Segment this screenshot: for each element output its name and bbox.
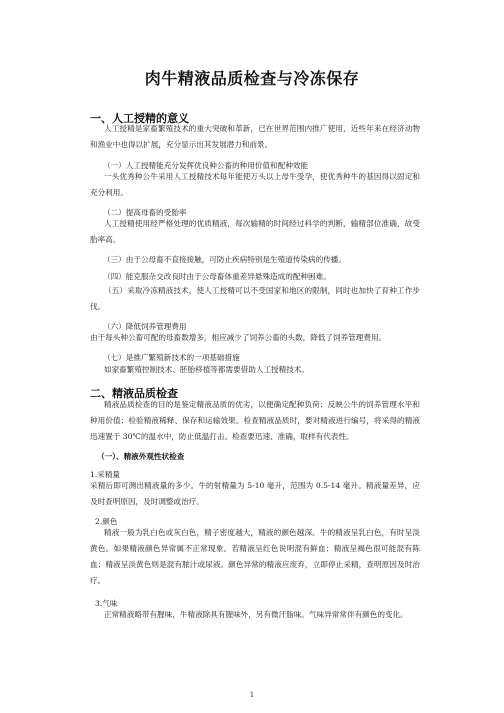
item-7-text: 如家畜繁殖控制技术、胚胎移植等都需要借助人工授精技术。 xyxy=(104,365,310,374)
section-heading-1: 一、人工授精的意义 xyxy=(90,112,189,125)
section-heading-2: 二、精液品质检查 xyxy=(90,387,178,400)
item-2-text: 人工授精使用经严格处理的优质精液，每次输精的时间经过科学的判断，输精部位准确，故受胎率高。 xyxy=(90,219,420,244)
item-5: （五）采取冷冻精液技术，使人工授精可以不受国家和地区的限制，同时也加快了育种工作步伐。 xyxy=(90,286,420,311)
item-4: （四）能克服杂交改良时由于公母畜体重差异悬殊造成的配种困难。 xyxy=(103,272,331,281)
item-3: （三）由于公母畜不直接接触，可防止疾病特别是生殖道传染病的传播。 xyxy=(103,255,346,264)
page-number: 1 xyxy=(249,691,255,699)
item-1-title: （一）人工授精能充分发挥优良种公畜的种用价值和配种效能 xyxy=(103,161,309,170)
section-2-intro: 精液品质检查的目的是鉴定精液品质的优劣，以便确定配种负荷；反映公牛的饲养管理水平和种用价值；检验精液稀释、保存和运输效果。检查精液品质时，要对精液进行编号，将采得的精液迅速置于 30℃的温水中，防止低温打击。检查要迅速、准确，取样有代表性。 xyxy=(90,400,420,441)
item-b-title: 2.颜色 xyxy=(95,517,118,526)
item-2-title: （二）提高母畜的受胎率 xyxy=(103,208,187,217)
item-7-title: （七）是推广繁殖新技术的一项基础措施 xyxy=(103,353,240,362)
item-6-title: （六）降低饲养管理费用 xyxy=(103,322,187,331)
section-1-intro: 人工授精是家畜繁殖技术的重大突破和革新，已在世界范围内推广使用，近些年来在经济动物和渔业中也得以扩展，充分显示出其发展潜力和前景。 xyxy=(90,124,420,149)
subsection-heading-1: （一）、精液外观性状检查 xyxy=(97,452,185,461)
item-6-text: 由于每头种公畜可配的母畜数增多，相应减少了饲养公畜的头数，降低了饲养管理费用。 xyxy=(90,333,387,342)
item-c-text: 正常精液略带有腥味，牛精液除具有腥味外，另有微汗脂味。气味异常常伴有颜色的变化。 xyxy=(104,610,408,619)
item-a-text: 采精后即可测出精液量的多少。牛的射精量为 5-10 毫升，范围为 0.5-14 毫升。精液量差异，应及时查明原因，及时调整或治疗。 xyxy=(90,481,420,506)
item-b-text: 精液一般为乳白色或灰白色，精子密度越大，精液的颜色越深。牛的精液呈乳白色，有时呈淡黄色。如果精液颜色异常属不正常现象。若精液呈红色说明混有鲜血；精液呈褐色很可能混有陈血；精液呈淡黄色则是混有脓汁或尿液。颜色异常的精液应废弃，立即停止采精，查明原因及时治疗。 xyxy=(90,528,420,585)
document-title: 肉牛精液品质检查与冷冻保存 xyxy=(144,69,360,88)
item-a-title: 1.采精量 xyxy=(90,470,121,479)
item-1-text: 一头优秀种公牛采用人工授精技术每年能使万头以上母牛受孕，使优秀种牛的基因得以固定和充分利用。 xyxy=(90,172,420,197)
item-c-title: 3.气味 xyxy=(95,599,118,608)
